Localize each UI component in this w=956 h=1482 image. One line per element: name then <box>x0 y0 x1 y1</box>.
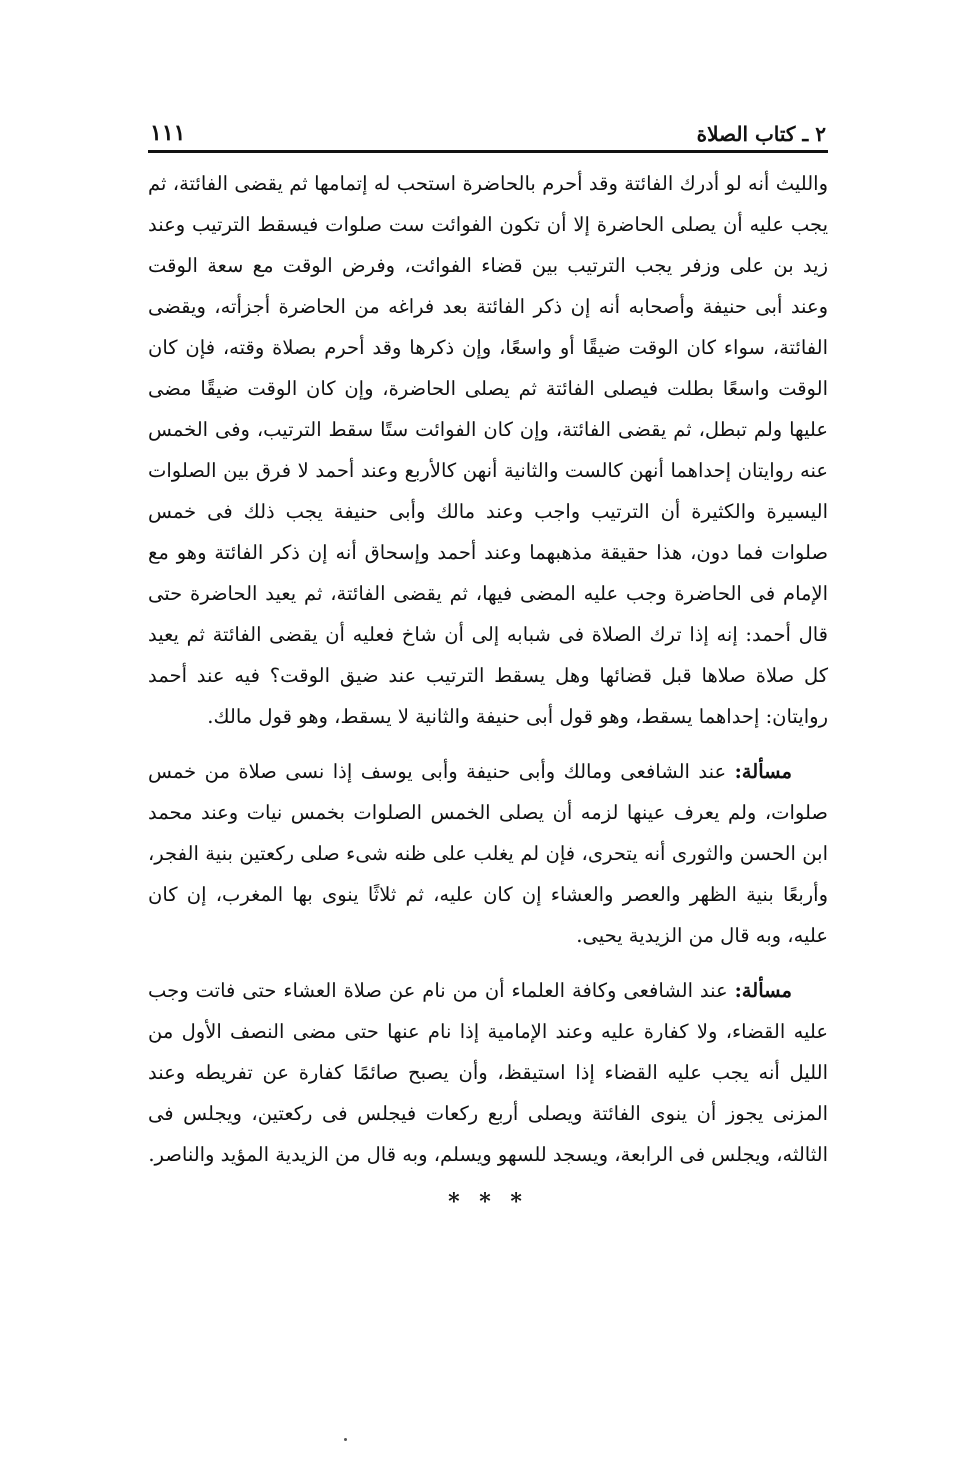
header-rule <box>148 150 828 153</box>
running-head <box>148 108 828 146</box>
section-ornament: * * * <box>448 1189 528 1215</box>
scan-speck <box>344 1438 347 1441</box>
paragraph-3-text: عند الشافعى وكافة العلماء أن من نام عن صلاة العشاء حتى فاتت وجب عليه القضاء، ولا كفارة عليه وعند الإمامية إذا نام عنها حتى مضى النصف الأول من الليل أنه يجب عليه القضاء إذا استيقظ، وأن يصبح صائمًا كفارة عن تفريطه وعند المزنى يجوز أن ينوى الفائتة ويصلى أربع ركعات فيجلس فى ركعتين، ويجلس فى الثالثه، ويجلس فى الرابعة، ويسجد للسهو ويسلم، وبه قال من الزيدية المؤيد والناصر. <box>148 979 828 1166</box>
issue-label: مسألة: <box>734 760 792 783</box>
paragraph-2-text: عند الشافعى ومالك وأبى حنيفة وأبى يوسف إذا نسى صلاة من خمس صلوات، ولم يعرف عينها لزمه أن يصلى الخمس الصلوات بخمس نيات وعند محمد ابن الحسن والثورى أنه يتحرى، فإن لم يغلب على ظنه شىء صلى ركعتين بنية الفجر، وأربعًا بنية الظهر والعصر والعشاء إن كان عليه، ثم ثلاثًا ينوى بها المغرب، إن كان عليه، وبه قال من الزيدية يحيى. <box>148 760 828 947</box>
issue-label: مسألة: <box>734 979 792 1002</box>
paragraph-3 <box>148 970 828 1175</box>
page-number: ١١١ <box>150 120 186 146</box>
book-page <box>148 108 828 1408</box>
body-text <box>148 163 828 1215</box>
paragraph-1: والليث أنه لو أدرك الفائتة وقد أحرم بالحاضرة استحب له إتمامها ثم يقضى الفائتة، ثم يجب عليه أن يصلى الحاضرة إلا أن تكون الفوائت ست صلوات فيسقط الترتيب وعند زيد بن على وزفر يجب الترتيب بين قضاء الفوائت، وفرض الوقت مع سعة الوقت وعند أبى حنيفة وأصحابه أنه إن ذكر الفائتة بعد فراغه من الحاضرة أجزأته، ويقضى الفائتة، سواء كان الوقت ضيقًا أو واسعًا، وإن ذكرها وقد أحرم بصلاة وقته، فإن كان الوقت واسعًا بطلت فيصلى الفائتة ثم يصلى الحاضرة، وإن كان الوقت ضيقًا مضى عليها ولم تبطل، ثم يقضى الفائتة، وإن كان الفوائت ستًا سقط الترتيب، وفى الخمس عنه روايتان إحداهما أنهن كالست والثانية أنهن كالأربع وعند أحمد لا فرق بين الصلوات اليسيرة والكثيرة أن الترتيب واجب وعند مالك وأبى حنيفة يجب ذلك فى خمس صلوات فما دون، هذا حقيقة مذهبهما وعند أحمد وإسحاق أنه إن ذكر الفائتة وهو مع الإمام فى الحاضرة وجب عليه المضى فيها، ثم يقضى الفائتة، ثم يعيد الحاضرة حتى قال أحمد: إنه إذا ترك الصلاة فى شبابه إلى أن شاخ فعليه أن يقضى الفائتة ثم يعيد كل صلاة صلاها قبل قضائها وهل يسقط الترتيب عند ضيق الوقت؟ فيه عند أحمد روايتان: إحداهما يسقط، وهو قول أبى حنيفة والثانية لا يسقط، وهو قول مالك. <box>148 172 828 728</box>
paragraph-2 <box>148 751 828 956</box>
chapter-title: ٢ ـ كتاب الصلاة <box>696 122 826 146</box>
